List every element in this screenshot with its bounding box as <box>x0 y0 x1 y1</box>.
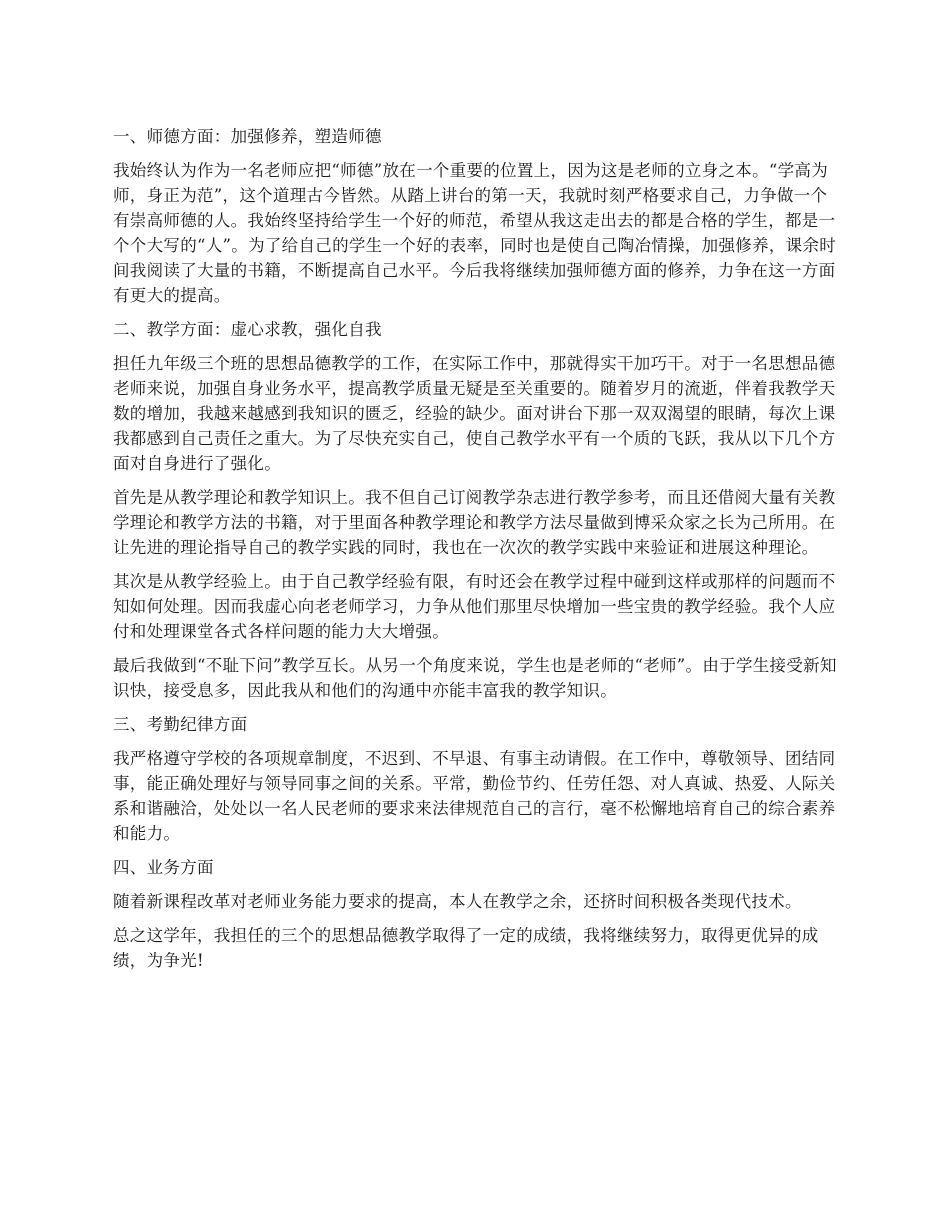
paragraph-teaching-experience: 其次是从教学经验上。由于自己教学经验有限，有时还会在教学过程中碰到这样或那样的问题而不知如何处理。因而我虚心向老老师学习，力争从他们那里尽快增加一些宝贵的教学经验。我个人应付和处理课堂各式各样问题的能力大大增强。 <box>113 572 836 641</box>
paragraph-ethics: 我始终认为作为一名老师应把“师德”放在一个重要的位置上，因为这是老师的立身之本。“学高为师，身正为范”，这个道理古今皆然。从踏上讲台的第一天，我就时刻严格要求自己，力争做一个有崇高师德的人。我始终坚持给学生一个好的师范，希望从我这走出去的都是合格的学生，都是一个个大写的“人”。为了给自己的学生一个好的表率，同时也是使自己陶冶情操，加强修养，课余时间我阅读了大量的书籍，不断提高自己水平。今后我将继续加强师德方面的修养，力争在这一方面有更大的提高。 <box>113 161 837 305</box>
document-body <box>113 124 840 982</box>
section-heading-teaching: 二、教学方面：虚心求教，强化自我 <box>113 320 382 339</box>
section-heading-attendance: 三、考勤纪律方面 <box>113 715 248 734</box>
paragraph-attendance: 我严格遵守学校的各项规章制度，不迟到、不早退、有事主动请假。在工作中，尊敬领导、团结同事，能正确处理好与领导同事之间的关系。平常，勤俭节约、任劳任怨、对人真诚、热爱、人际关系和谐融洽，处处以一名人民老师的要求来法律规范自己的言行，毫不松懈地培育自己的综合素养和能力。 <box>113 749 836 843</box>
section-heading-business: 四、业务方面 <box>113 858 214 877</box>
paragraph-summary: 总之这学年，我担任的三个的思想品德教学取得了一定的成绩，我将继续努力，取得更优异的成绩，为争光! <box>113 926 819 970</box>
paragraph-teaching-learning: 最后我做到“不耻下问”教学互长。从另一个角度来说，学生也是老师的“老师”。由于学生接受新知识快，接受息多，因此我从和他们的沟通中亦能丰富我的教学知识。 <box>113 656 837 700</box>
section-heading-ethics: 一、师德方面：加强修养，塑造师德 <box>113 127 382 146</box>
paragraph-business: 随着新课程改革对老师业务能力要求的提高，本人在教学之余，还挤时间积极各类现代技术。 <box>113 892 802 911</box>
paragraph-teaching-intro: 担任九年级三个班的思想品德教学的工作，在实际工作中，那就得实干加巧干。对于一名思想品德老师来说，加强自身业务水平，提高教学质量无疑是至关重要的。随着岁月的流逝，伴着我教学天数的增加，我越来越感到我知识的匮乏，经验的缺少。面对讲台下那一双双渴望的眼睛，每次上课我都感到自己责任之重大。为了尽快充实自己，使自己教学水平有一个质的飞跃，我从以下几个方面对自身进行了强化。 <box>113 354 836 473</box>
paragraph-teaching-theory: 首先是从教学理论和教学知识上。我不但自己订阅教学杂志进行教学参考，而且还借阅大量有关教学理论和教学方法的书籍，对于里面各种教学理论和教学方法尽量做到博采众家之长为己所用。在让先进的理论指导自己的教学实践的同时，我也在一次次的教学实践中来验证和进展这种理论。 <box>113 488 836 557</box>
